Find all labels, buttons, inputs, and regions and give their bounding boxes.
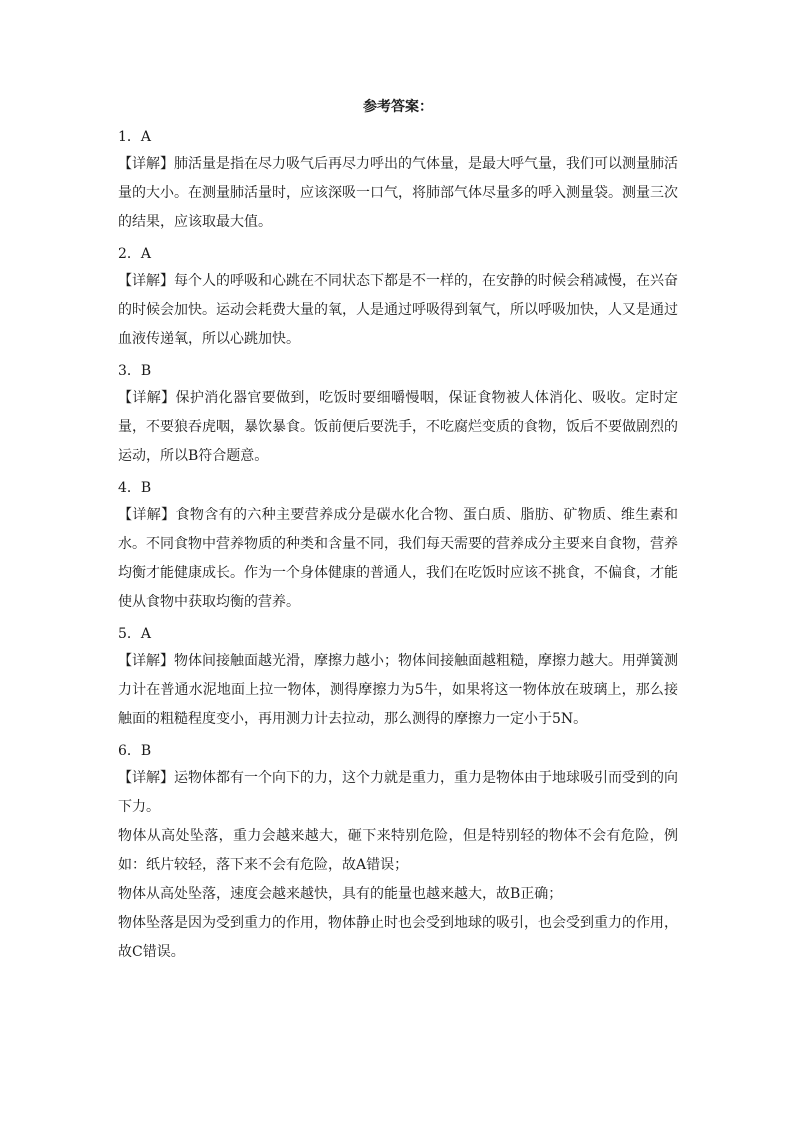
question-5-number: 5．A [118,626,152,642]
explanation-text: 物体间接触面越光滑，摩擦力越小；物体间接触面越粗糙，摩擦力越大。用弹簧测力计在普通水泥地面上拉一物体，测得摩擦力为5牛，如果将这一物体放在玻璃上，那么接触面的粗糙程度变小，再用测力计去拉动，那么测得的摩擦力一定小于5N。 [118,653,678,727]
explanation-tag: 【详解】 [118,770,174,786]
explanation-tag: 【详解】 [118,507,176,523]
answer-key-page [118,94,678,967]
question-5-explanation [118,647,678,734]
explanation-text: 肺活量是指在尽力吸气后再尽力呼出的气体量，是最大呼气量，我们可以测量肺活量的大小。在测量肺活量时，应该深吸一口气，将肺部气体尽量多的呼入测量袋。测量三次的结果，应该取最大值。 [118,156,678,230]
explanation-tag: 【详解】 [118,273,174,289]
question-2-number: 2．A [118,246,152,262]
question-6-explanation-option-c: 物体坠落是因为受到重力的作用，物体静止时也会受到地球的吸引，也会受到重力的作用，故C错误。 [118,915,678,960]
explanation-tag: 【详解】 [118,156,174,172]
question-4-explanation [118,501,678,617]
question-4-number: 4．B [118,480,152,496]
question-2-explanation [118,267,678,354]
question-6-explanation-option-a: 物体从高处坠落，重力会越来越大，砸下来特别危险，但是特别轻的物体不会有危险，例如：纸片较轻，落下来不会有危险，故A错误； [118,828,678,873]
explanation-text: 每个人的呼吸和心跳在不同状态下都是不一样的，在安静的时候会稍减慢，在兴奋的时候会加快。运动会耗费大量的氧，人是通过呼吸得到氧气，所以呼吸加快，人又是通过血液传递氧，所以心跳加快。 [118,273,678,347]
question-6-explanation [118,764,678,822]
page-title: 参考答案： [363,99,433,115]
question-1-explanation [118,150,678,237]
question-6-number: 6．B [118,743,152,759]
explanation-tag: 【详解】 [118,390,176,406]
explanation-tag: 【详解】 [118,653,174,669]
explanation-text: 运物体都有一个向下的力，这个力就是重力，重力是物体由于地球吸引而受到的向下力。 [118,770,678,815]
question-3-explanation [118,384,678,471]
question-1-number: 1．A [118,129,152,145]
question-6-explanation-option-b: 物体从高处坠落，速度会越来越快，具有的能量也越来越大，故B正确； [118,886,563,902]
question-3-number: 3．B [118,363,152,379]
explanation-text: 食物含有的六种主要营养成分是碳水化合物、蛋白质、脂肪、矿物质、维生素和水。不同食物中营养物质的种类和含量不同，我们每天需要的营养成分主要来自食物，营养均衡才能健康成长。作为一个身体健康的普通人，我们在吃饭时应该不挑食，不偏食，才能使从食物中获取均衡的营养。 [118,507,679,610]
explanation-text: 保护消化器官要做到，吃饭时要细嚼慢咽，保证食物被人体消化、吸收。定时定量，不要狼吞虎咽，暴饮暴食。饭前便后要洗手，不吃腐烂变质的食物，饭后不要做剧烈的运动，所以B符合题意。 [118,390,679,464]
